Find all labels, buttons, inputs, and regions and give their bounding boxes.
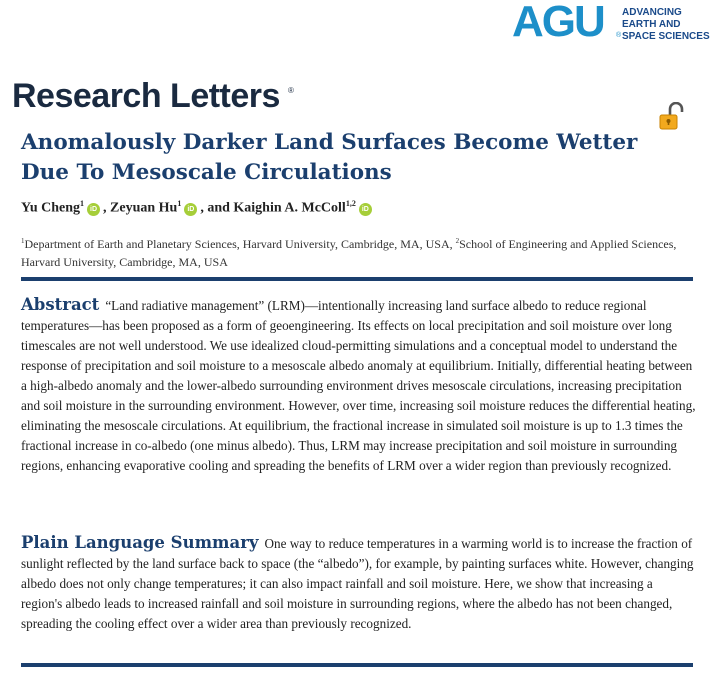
plain-language-summary-text: One way to reduce temperatures in a warming world is to increase the fraction of sunlight reflected by the land surface back to space (the “albedo”), for example, by painting surfaces white. However, changing albedo does not only change temperatures; it can also impact rainfall and soil moisture. Here, we show that increasing a region's albedo leads to increased rainfall and soil moisture in surrounding regions, where the albedo has not been changed, spreading the cooling effect over a wider area than previously recognized. <box>21 536 694 631</box>
affiliation-number: 2 <box>455 237 460 245</box>
plain-language-summary-section <box>21 533 697 634</box>
author-list <box>21 199 375 217</box>
agu-tagline <box>622 7 720 43</box>
affiliation-text: Department of Earth and Planetary Sciences, Harvard University, Cambridge, MA, USA, <box>24 237 456 251</box>
abstract-section <box>21 295 697 476</box>
journal-name: Research Letters <box>12 77 280 115</box>
agu-logo-text: AGU <box>512 0 604 46</box>
abstract-text: “Land radiative management” (LRM)—intentionally increasing land surface albedo to reduce regional temperatures—has been proposed as a form of geoengineering. Its effects on local precipitation and soil moisture over long timescales are not well understood. We use idealized cloud-permitting simulations and a conceptual model to understand the response of precipitation and soil moisture to a mesoscale albedo anomaly at equilibrium. Initially, differential heating between a high-albedo anomaly and the lower-albedo surrounding environment drives mesoscale circulations, increasing precipitation and soil moisture in the surrounding environment. However, over time, increasing soil moisture reduces the differential heating, eliminating the mesoscale circulations. At equilibrium, the fractional increase in simulated soil moisture is up to 1.3 times the fractional increase in co-albedo (one minus albedo). Thus, LRM may increase precipitation and soil moisture in surrounding regions, enhancing evaporative cooling and spreading the benefits of LRM over a wider region than previously recognized. <box>21 298 696 473</box>
open-lock-icon <box>658 102 688 130</box>
plain-language-summary-heading: Plain Language Summary <box>21 533 259 552</box>
orcid-icon[interactable]: iD <box>87 203 100 216</box>
affiliation-number: 1 <box>21 237 25 245</box>
author-name[interactable]: Yu Cheng <box>21 200 81 216</box>
affiliations <box>21 232 691 271</box>
author-name[interactable]: Kaighin A. McColl <box>233 200 346 216</box>
author-affiliation-number: 1 <box>177 199 182 208</box>
agu-tagline-line: SPACE SCIENCES <box>622 31 710 42</box>
author-separator: , <box>103 200 111 216</box>
agu-tagline-line: ADVANCING <box>622 7 682 18</box>
abstract-heading: Abstract <box>21 295 100 314</box>
author-name[interactable]: Zeyuan Hu <box>110 200 178 216</box>
section-divider <box>21 663 693 667</box>
section-divider <box>21 277 693 281</box>
affiliation-text: School of Engineering and Applied Sciences, Harvard University, Cambridge, MA, USA <box>21 237 677 269</box>
article-title: Anomalously Darker Land Surfaces Become Wetter Due To Mesoscale Circulations <box>21 130 638 185</box>
agu-tagline-line: EARTH AND <box>622 19 681 30</box>
author-affiliation-number: 1,2 <box>345 199 356 208</box>
journal-registered-mark: ® <box>288 86 294 95</box>
author-separator: , and <box>200 200 234 216</box>
orcid-icon[interactable]: iD <box>359 203 372 216</box>
agu-registered-mark: ® <box>616 32 622 39</box>
author-affiliation-number: 1 <box>80 199 85 208</box>
orcid-icon[interactable]: iD <box>184 203 197 216</box>
